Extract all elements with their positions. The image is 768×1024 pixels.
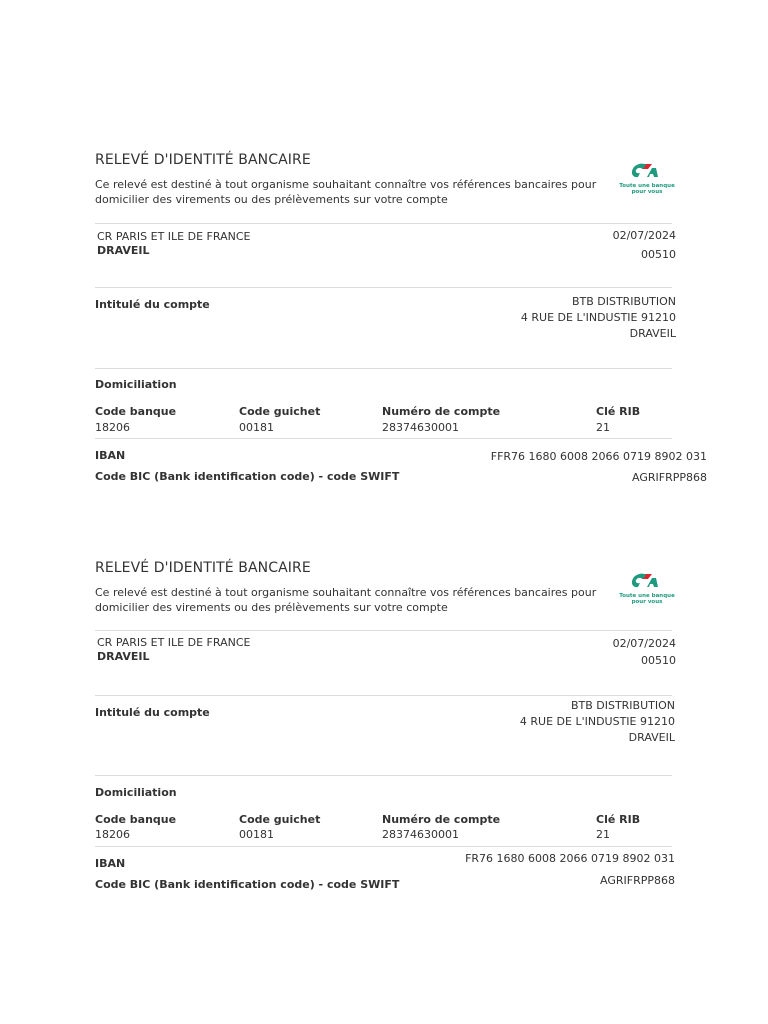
agency-city: DRAVEIL bbox=[97, 650, 150, 663]
account-title-label: Intitulé du compte bbox=[95, 298, 210, 311]
holder-address: 4 RUE DE L'INDUSTIE 91210 bbox=[520, 311, 676, 324]
holder-name: BTB DISTRIBUTION bbox=[570, 699, 675, 712]
bic-value: AGRIFRPP868 bbox=[632, 471, 707, 484]
column-label-rib-key: Clé RIB bbox=[596, 405, 641, 418]
divider bbox=[95, 846, 672, 847]
rib-title: RELEVÉ D'IDENTITÉ BANCAIRE bbox=[95, 152, 311, 168]
divider bbox=[95, 368, 672, 369]
iban-label: IBAN bbox=[95, 857, 126, 870]
holder-city: DRAVEIL bbox=[628, 731, 675, 744]
agency-code: 00510 bbox=[641, 248, 676, 261]
rib-key-value: 21 bbox=[596, 828, 610, 841]
bic-label: Code BIC (Bank identification code) - code SWIFT bbox=[95, 878, 400, 891]
bic-value: AGRIFRPP868 bbox=[600, 874, 675, 887]
ca-logo-icon bbox=[618, 570, 676, 606]
agency-code: 00510 bbox=[641, 654, 676, 667]
account-number-value: 28374630001 bbox=[382, 421, 459, 434]
bic-label: Code BIC (Bank identification code) - code SWIFT bbox=[95, 470, 400, 483]
column-label-branch-code: Code guichet bbox=[239, 405, 321, 418]
agency-city: DRAVEIL bbox=[97, 244, 150, 257]
rib-description: Ce relevé est destiné à tout organisme souhaitant connaître vos références bancaires pour domicilier des virements ou des prélèvements sur votre compte bbox=[95, 586, 597, 614]
branch-code-value: 00181 bbox=[239, 421, 274, 434]
divider bbox=[95, 630, 672, 631]
rib-card-1 bbox=[0, 152, 768, 552]
divider bbox=[95, 287, 672, 288]
rib-key-value: 21 bbox=[596, 421, 610, 434]
rib-title: RELEVÉ D'IDENTITÉ BANCAIRE bbox=[95, 560, 311, 576]
divider bbox=[95, 438, 672, 439]
holder-name: BTB DISTRIBUTION bbox=[571, 295, 676, 308]
date: 02/07/2024 bbox=[612, 229, 676, 242]
column-label-bank-code: Code banque bbox=[95, 813, 177, 826]
divider bbox=[95, 695, 672, 696]
holder-address: 4 RUE DE L'INDUSTIE 91210 bbox=[519, 715, 675, 728]
rib-description: Ce relevé est destiné à tout organisme souhaitant connaître vos références bancaires pour domicilier des virements ou des prélèvements sur votre compte bbox=[95, 178, 597, 206]
agency-name: CR PARIS ET ILE DE FRANCE bbox=[97, 230, 251, 243]
divider bbox=[95, 775, 672, 776]
domiciliation-label: Domiciliation bbox=[95, 786, 177, 799]
column-label-rib-key: Clé RIB bbox=[596, 813, 641, 826]
bank-logo bbox=[618, 570, 676, 606]
account-number-value: 28374630001 bbox=[382, 828, 459, 841]
divider bbox=[95, 223, 672, 224]
bank-code-value: 18206 bbox=[95, 828, 130, 841]
holder-city: DRAVEIL bbox=[629, 327, 676, 340]
iban-label: IBAN bbox=[95, 449, 126, 462]
domiciliation-label: Domiciliation bbox=[95, 378, 177, 391]
date: 02/07/2024 bbox=[612, 637, 676, 650]
bank-code-value: 18206 bbox=[95, 421, 130, 434]
bank-logo bbox=[618, 160, 676, 196]
logo-tagline-2: pour vous bbox=[631, 599, 663, 605]
logo-tagline-2: pour vous bbox=[631, 189, 663, 195]
iban-value: FFR76 1680 6008 2066 0719 8902 031 bbox=[490, 450, 707, 463]
logo-tagline-1: Toute une banque bbox=[619, 593, 675, 599]
ca-logo-icon bbox=[618, 160, 676, 196]
column-label-account-number: Numéro de compte bbox=[382, 813, 501, 826]
branch-code-value: 00181 bbox=[239, 828, 274, 841]
column-label-account-number: Numéro de compte bbox=[382, 405, 501, 418]
rib-card-2 bbox=[0, 560, 768, 960]
column-label-bank-code: Code banque bbox=[95, 405, 177, 418]
logo-tagline-1: Toute une banque bbox=[619, 183, 675, 189]
column-label-branch-code: Code guichet bbox=[239, 813, 321, 826]
agency-name: CR PARIS ET ILE DE FRANCE bbox=[97, 636, 251, 649]
iban-value: FR76 1680 6008 2066 0719 8902 031 bbox=[465, 852, 675, 865]
account-title-label: Intitulé du compte bbox=[95, 706, 210, 719]
